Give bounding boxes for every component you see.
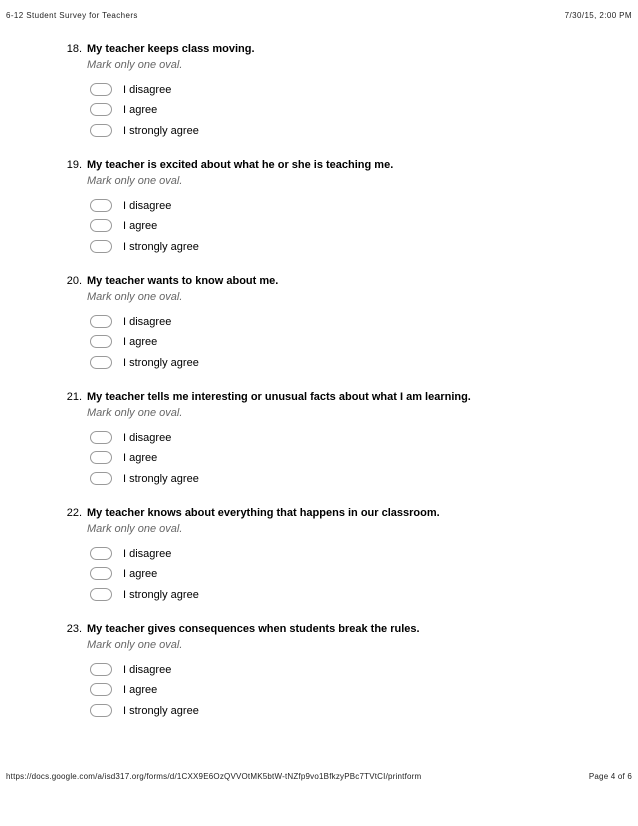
option-label: I strongly agree [123, 125, 199, 137]
question-number: 19. [66, 159, 82, 171]
option-label: I disagree [123, 84, 172, 96]
page-header [6, 11, 632, 23]
question-instruction: Mark only one oval. [87, 291, 183, 303]
question-number: 21. [66, 391, 82, 403]
radio-oval[interactable] [90, 567, 112, 580]
option-label: I strongly agree [123, 473, 199, 485]
radio-oval[interactable] [90, 240, 112, 253]
radio-oval[interactable] [90, 472, 112, 485]
option-label: I disagree [123, 548, 172, 560]
page-number: Page 4 of 6 [588, 772, 632, 781]
document-title: 6-12 Student Survey for Teachers [6, 11, 138, 20]
radio-oval[interactable] [90, 199, 112, 212]
radio-oval[interactable] [90, 683, 112, 696]
question-number: 23. [66, 623, 82, 635]
option-label: I strongly agree [123, 589, 199, 601]
option-label: I disagree [123, 432, 172, 444]
question-title: My teacher is excited about what he or she is teaching me. [87, 159, 394, 171]
radio-oval[interactable] [90, 219, 112, 232]
radio-oval[interactable] [90, 451, 112, 464]
option-label: I disagree [123, 664, 172, 676]
question-title: My teacher keeps class moving. [87, 43, 255, 55]
radio-oval[interactable] [90, 124, 112, 137]
option-label: I agree [123, 336, 158, 348]
radio-oval[interactable] [90, 704, 112, 717]
option-label: I agree [123, 568, 158, 580]
question-title: My teacher wants to know about me. [87, 275, 279, 287]
radio-oval[interactable] [90, 547, 112, 560]
question-title: My teacher tells me interesting or unusual facts about what I am learning. [87, 391, 471, 403]
radio-oval[interactable] [90, 103, 112, 116]
page-footer [6, 772, 632, 784]
question-number: 22. [66, 507, 82, 519]
option-label: I disagree [123, 316, 172, 328]
radio-oval[interactable] [90, 335, 112, 348]
question-number: 18. [66, 43, 82, 55]
question-title: My teacher gives consequences when students break the rules. [87, 623, 420, 635]
option-label: I agree [123, 220, 158, 232]
question-title: My teacher knows about everything that happens in our classroom. [87, 507, 440, 519]
radio-oval[interactable] [90, 588, 112, 601]
option-label: I strongly agree [123, 705, 199, 717]
option-label: I strongly agree [123, 241, 199, 253]
print-datetime: 7/30/15, 2:00 PM [564, 11, 632, 20]
option-label: I disagree [123, 200, 172, 212]
option-label: I strongly agree [123, 357, 199, 369]
form-url: https://docs.google.com/a/isd317.org/forms/d/1CXX9E6OzQVVOtMK5btW-tNZfp9vo1BfkzyPBc7TVtCI/printform [6, 772, 422, 781]
question-instruction: Mark only one oval. [87, 639, 183, 651]
option-label: I agree [123, 684, 158, 696]
question-number: 20. [66, 275, 82, 287]
radio-oval[interactable] [90, 431, 112, 444]
option-label: I agree [123, 452, 158, 464]
question-instruction: Mark only one oval. [87, 59, 183, 71]
question-instruction: Mark only one oval. [87, 523, 183, 535]
radio-oval[interactable] [90, 356, 112, 369]
radio-oval[interactable] [90, 83, 112, 96]
radio-oval[interactable] [90, 315, 112, 328]
question-instruction: Mark only one oval. [87, 175, 183, 187]
option-label: I agree [123, 104, 158, 116]
radio-oval[interactable] [90, 663, 112, 676]
question-instruction: Mark only one oval. [87, 407, 183, 419]
